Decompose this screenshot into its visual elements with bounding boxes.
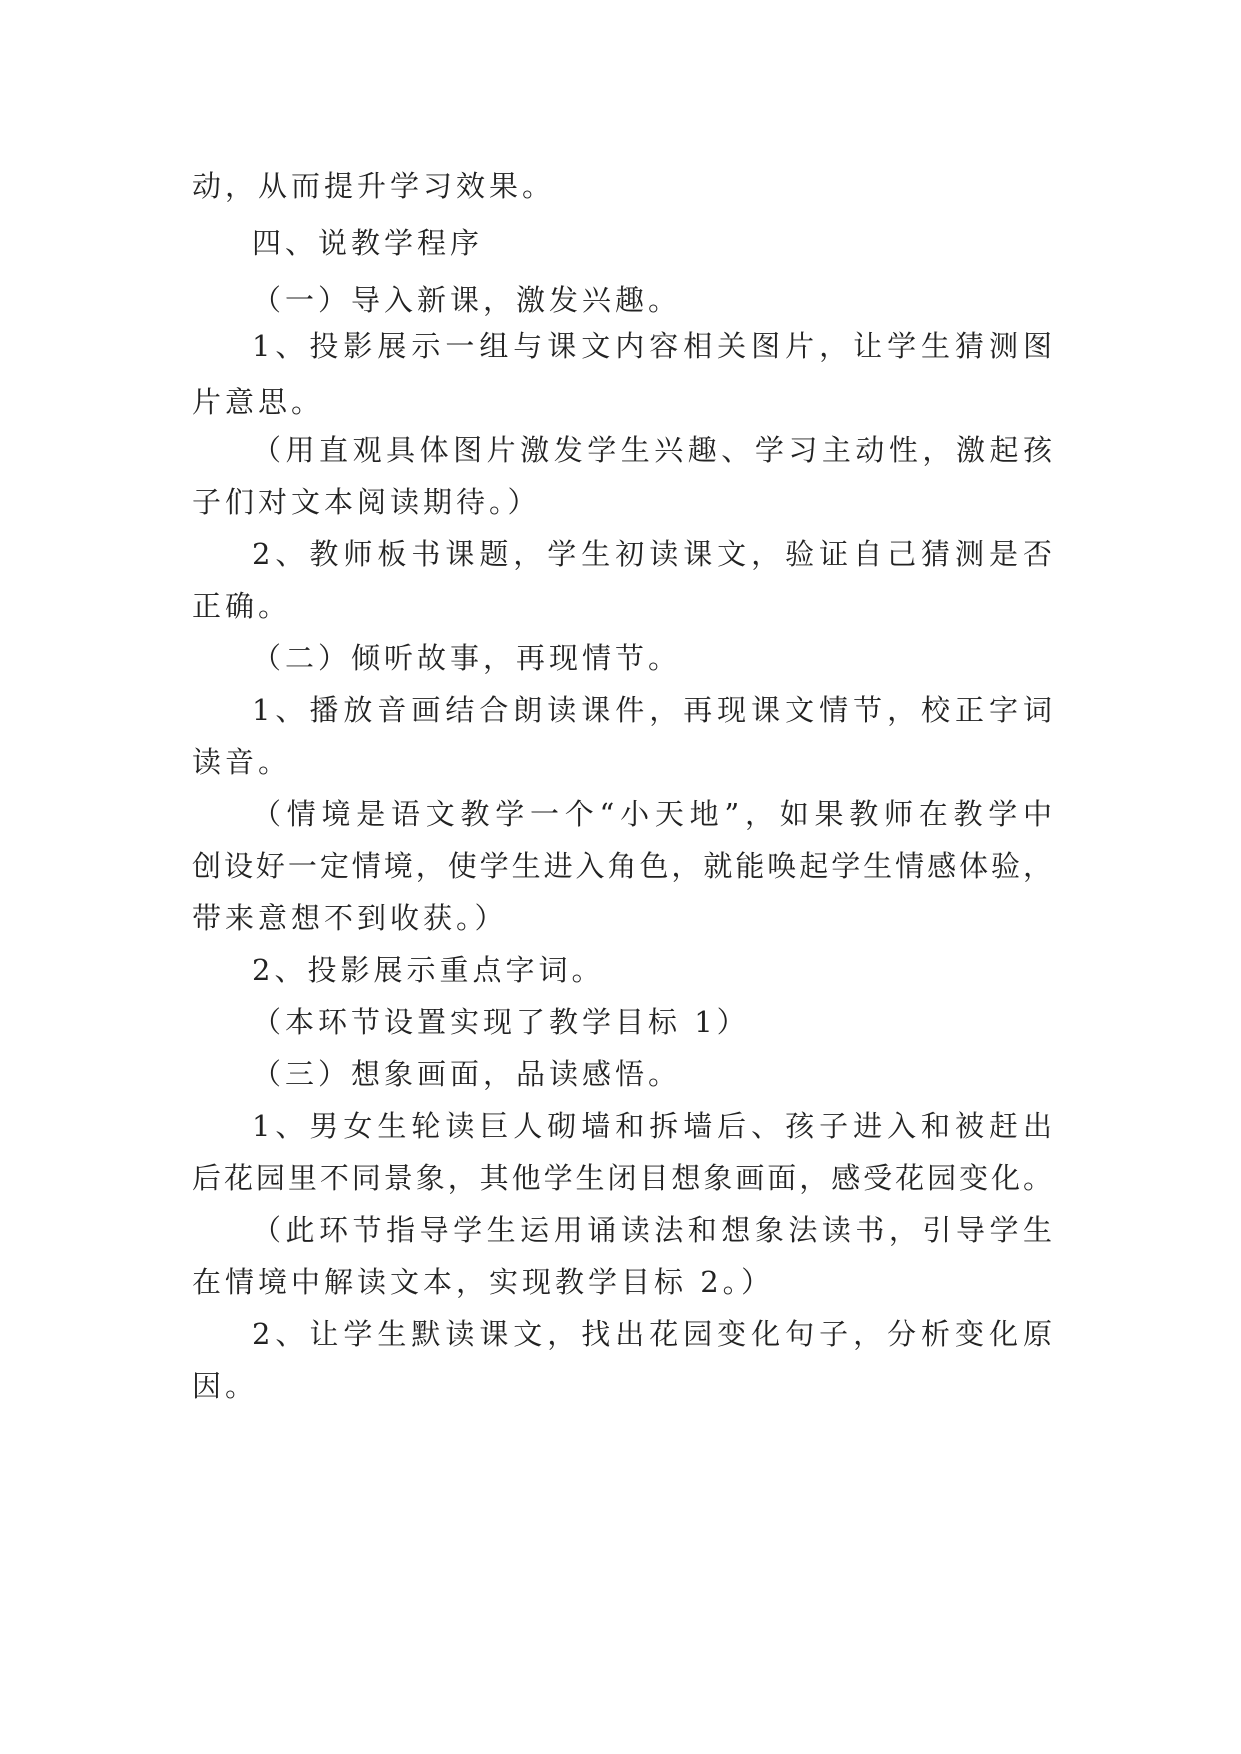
paragraph-line: 2、教师板书课题，学生初读课文，验证自己猜测是否 bbox=[252, 537, 1052, 571]
paragraph-line: 因。 bbox=[192, 1369, 259, 1403]
paragraph-line: （本环节设置实现了教学目标 1） bbox=[252, 1005, 750, 1039]
paragraph-line: 2、让学生默读课文，找出花园变化句子，分析变化原 bbox=[252, 1317, 1052, 1351]
paragraph-line: 带来意想不到收获。） bbox=[192, 901, 508, 935]
subsection-heading: （二）倾听故事，再现情节。 bbox=[252, 641, 682, 675]
paragraph-line: （情境是语文教学一个“小天地”，如果教师在教学中 bbox=[252, 797, 1052, 831]
paragraph-line: （此环节指导学生运用诵读法和想象法读书，引导学生 bbox=[252, 1213, 1052, 1247]
paragraph-line: 动，从而提升学习效果。 bbox=[192, 169, 556, 203]
paragraph-line: 1、播放音画结合朗读课件，再现课文情节，校正字词 bbox=[252, 693, 1052, 727]
section-heading: 四、说教学程序 bbox=[252, 226, 484, 260]
paragraph-line: 1、男女生轮读巨人砌墙和拆墙后、孩子进入和被赶出 bbox=[252, 1109, 1052, 1143]
paragraph-line: 在情境中解读文本，实现教学目标 2。） bbox=[192, 1265, 775, 1299]
subsection-heading: （三）想象画面，品读感悟。 bbox=[252, 1057, 682, 1091]
paragraph-line: （用直观具体图片激发学生兴趣、学习主动性，激起孩 bbox=[252, 433, 1052, 467]
paragraph-line: 后花园里不同景象，其他学生闭目想象画面，感受花园变化。 bbox=[192, 1161, 1052, 1195]
paragraph-line: 读音。 bbox=[192, 745, 292, 779]
paragraph-line: 子们对文本阅读期待。） bbox=[192, 485, 541, 519]
paragraph-line: 1、投影展示一组与课文内容相关图片，让学生猜测图 bbox=[252, 329, 1052, 363]
subsection-heading: （一）导入新课，激发兴趣。 bbox=[252, 283, 682, 317]
paragraph-line: 2、投影展示重点字词。 bbox=[252, 953, 605, 987]
paragraph-line: 创设好一定情境，使学生进入角色，就能唤起学生情感体验， bbox=[192, 849, 1052, 883]
paragraph-line: 正确。 bbox=[192, 589, 292, 623]
paragraph-line: 片意思。 bbox=[192, 385, 325, 419]
